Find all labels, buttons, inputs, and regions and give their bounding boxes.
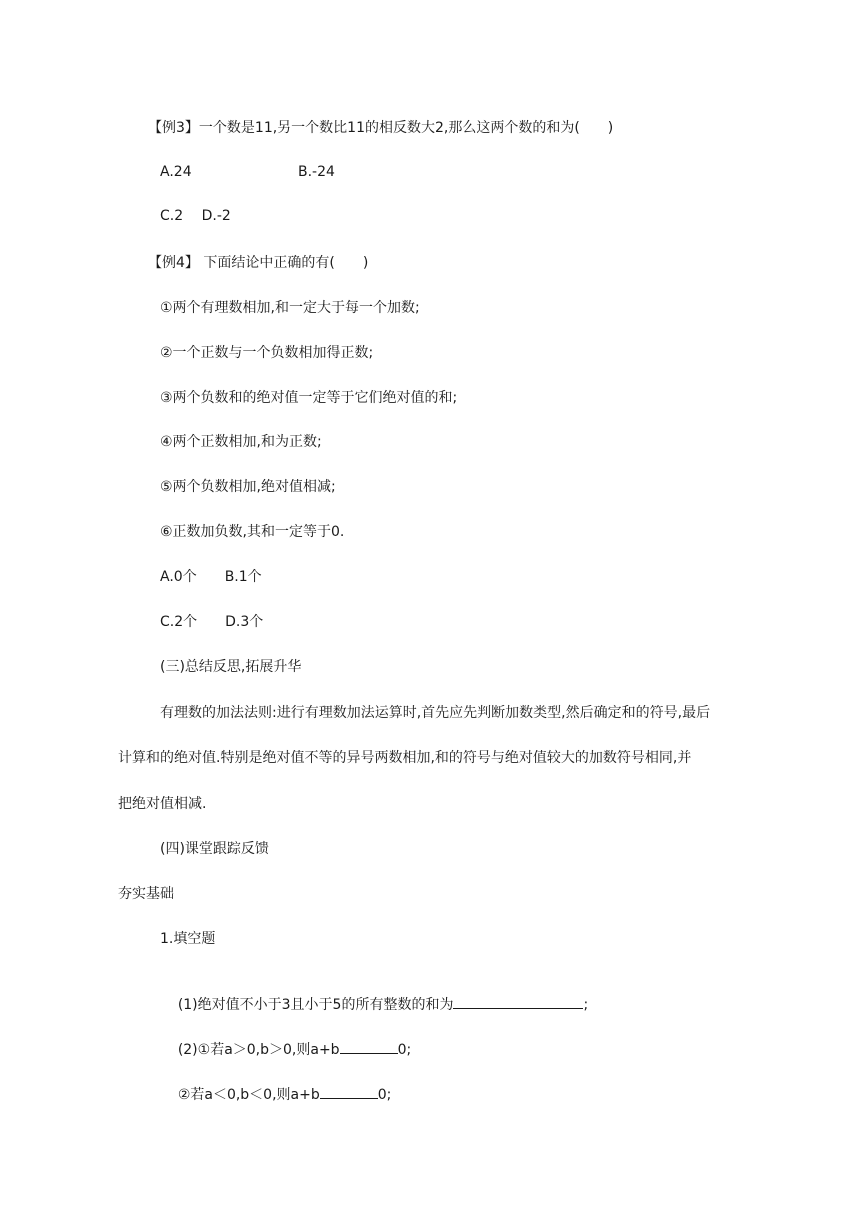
example4-statement-1: ①两个有理数相加,和一定大于每一个加数;	[160, 300, 420, 316]
example3-option-a: A.24	[160, 164, 192, 180]
section3-heading: (三)总结反思,拓展升华	[160, 659, 302, 675]
example4-question: 【例4】 下面结论中正确的有( )	[148, 255, 369, 271]
example3-question: 【例3】一个数是11,另一个数比11的相反数大2,那么这两个数的和为( )	[148, 120, 614, 136]
answer-blank-3	[320, 1084, 378, 1099]
question-3-text: ②若a＜0,b＜0,则a+b	[177, 1087, 320, 1103]
fill-blank-question-3	[160, 1064, 391, 1125]
example4-statement-4: ④两个正数相加,和为正数;	[160, 434, 322, 450]
example4-options-ab: A.0个 B.1个	[160, 569, 262, 585]
answer-blank-1	[453, 994, 583, 1009]
question-1-suffix: ;	[583, 997, 589, 1013]
fill-blank-title: 1.填空题	[160, 931, 216, 947]
section3-paragraph-line-2: 计算和的绝对值.特别是绝对值不等的异号两数相加,和的符号与绝对值较大的加数符号相同,并	[118, 750, 692, 766]
example4-statement-6: ⑥正数加负数,其和一定等于0.	[160, 524, 345, 540]
question-2-suffix: 0;	[397, 1042, 412, 1058]
question-3-suffix: 0;	[377, 1087, 392, 1103]
section3-paragraph-line-1: 有理数的加法法则:进行有理数加法运算时,首先应先判断加数类型,然后确定和的符号,最后	[160, 705, 711, 721]
example4-statement-5: ⑤两个负数相加,绝对值相减;	[160, 479, 336, 495]
section4-subheading: 夯实基础	[118, 886, 174, 902]
question-1-text: (1)绝对值不小于3且小于5的所有整数的和为	[177, 997, 454, 1013]
question-2-text: (2)①若a＞0,b＞0,则a+b	[177, 1042, 340, 1058]
example4-statement-3: ③两个负数和的绝对值一定等于它们绝对值的和;	[160, 390, 458, 406]
section4-heading: (四)课堂跟踪反馈	[160, 841, 269, 857]
example3-option-b: B.-24	[298, 164, 335, 180]
example3-options-cd: C.2 D.-2	[160, 208, 231, 224]
section3-paragraph-line-3: 把绝对值相减.	[118, 796, 207, 812]
answer-blank-2	[340, 1039, 398, 1054]
example4-statement-2: ②一个正数与一个负数相加得正数;	[160, 345, 374, 361]
example4-options-cd: C.2个 D.3个	[160, 614, 264, 630]
